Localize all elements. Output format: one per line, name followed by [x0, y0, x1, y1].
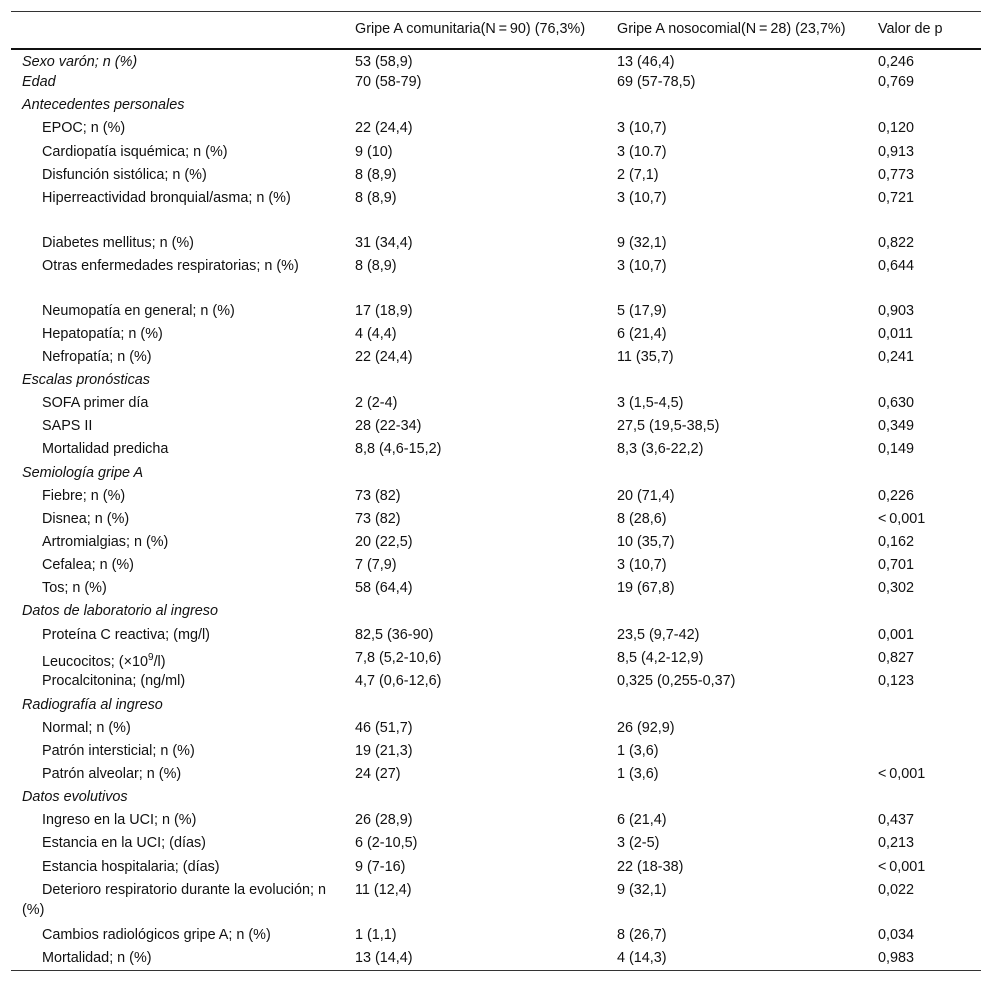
- row-label: Otras enfermedades respiratorias; n (%): [42, 257, 299, 274]
- section-label: Datos de laboratorio al ingreso: [22, 603, 218, 620]
- community-value: 53 (58,9): [355, 54, 413, 70]
- community-value: 6 (2-10,5): [355, 835, 418, 852]
- p-value: 0,302: [878, 580, 915, 597]
- p-value: 0,630: [878, 395, 915, 412]
- nosocomial-value: 3 (10.7): [617, 143, 667, 160]
- row-label-tail: /l): [153, 653, 166, 670]
- table-row: [11, 578, 981, 601]
- p-value: 0,349: [878, 418, 915, 435]
- nosocomial-value: 13 (46,4): [617, 54, 675, 70]
- table-row: [11, 165, 981, 188]
- p-value: [866, 463, 981, 486]
- nosocomial-value: 8 (26,7): [617, 926, 667, 943]
- community-value: 7 (7,9): [355, 557, 397, 574]
- nosocomial-value: 3 (10,7): [617, 189, 667, 206]
- table-row: [11, 393, 981, 416]
- table-row: [11, 439, 981, 462]
- table-row: [11, 416, 981, 439]
- row-label: Normal; n (%): [42, 719, 131, 736]
- table-row: [11, 142, 981, 165]
- community-value: 1 (1,1): [355, 926, 397, 943]
- row-label: Procalcitonina; (ng/ml): [42, 673, 186, 690]
- nosocomial-value: 2 (7,1): [617, 166, 659, 183]
- nosocomial-value: 10 (35,7): [617, 533, 675, 550]
- p-value: 0,022: [878, 881, 915, 898]
- p-value: 0,822: [878, 234, 915, 251]
- row-label: Estancia hospitalaria; (días): [42, 858, 220, 875]
- section-row: [11, 95, 981, 118]
- row-label: Disnea; n (%): [42, 510, 130, 527]
- nosocomial-value: [605, 370, 866, 393]
- p-value: 0,011: [878, 325, 913, 342]
- table-row: [11, 486, 981, 509]
- community-value: 46 (51,7): [355, 719, 413, 736]
- p-value: 0,437: [878, 812, 915, 829]
- p-value: 0,983: [878, 949, 915, 966]
- table-header: [11, 12, 981, 50]
- nosocomial-value: [605, 95, 866, 118]
- row-label: Proteína C reactiva; (mg/l): [42, 626, 210, 643]
- row-label: Artromialgias; n (%): [42, 533, 169, 550]
- table-row: [11, 509, 981, 532]
- p-value: [866, 601, 981, 624]
- row-label-text: Leucocitos; (×10: [42, 653, 148, 670]
- community-value: 73 (82): [355, 487, 401, 504]
- row-label: SAPS II: [42, 418, 93, 435]
- community-value: 2 (2-4): [355, 395, 398, 412]
- row-label: Disfunción sistólica; n (%): [42, 166, 207, 183]
- section-row: [11, 601, 981, 624]
- nosocomial-value: 3 (1,5-4,5): [617, 395, 684, 412]
- nosocomial-value: 20 (71,4): [617, 487, 675, 504]
- p-value: 0,246: [878, 54, 915, 70]
- table-row: [11, 764, 981, 787]
- nosocomial-value: 3 (10,7): [617, 120, 667, 137]
- row-label: Sexo varón; n (%): [22, 54, 138, 70]
- community-value: 22 (24,4): [355, 348, 413, 365]
- nosocomial-value: 9 (32,1): [617, 881, 667, 898]
- community-value: 73 (82): [355, 510, 401, 527]
- p-value: [866, 370, 981, 393]
- community-value: 13 (14,4): [355, 949, 413, 966]
- table-row: [11, 49, 981, 72]
- table-row: [11, 532, 981, 555]
- table-row: [11, 671, 981, 694]
- p-value: [866, 787, 981, 810]
- nosocomial-value: 3 (10,7): [617, 257, 667, 274]
- p-value: [866, 695, 981, 718]
- row-label: EPOC; n (%): [42, 120, 126, 137]
- table-row: [11, 718, 981, 741]
- row-label: Mortalidad; n (%): [42, 949, 152, 966]
- table-row: [11, 833, 981, 856]
- row-label: Diabetes mellitus; n (%): [42, 234, 194, 251]
- table-row: [11, 625, 981, 648]
- row-label: Edad: [22, 74, 56, 91]
- table-row: [11, 188, 981, 233]
- p-value: 0,903: [878, 302, 915, 319]
- nosocomial-value: 9 (32,1): [617, 234, 667, 251]
- nosocomial-value: 8,3 (3,6-22,2): [617, 441, 704, 458]
- p-value: 0,721: [878, 189, 915, 206]
- table-row: [11, 925, 981, 948]
- community-value: 82,5 (36-90): [355, 626, 434, 643]
- nosocomial-value: 4 (14,3): [617, 949, 667, 966]
- p-value: [866, 741, 981, 764]
- nosocomial-value: 6 (21,4): [617, 812, 667, 829]
- row-label: Nefropatía; n (%): [42, 348, 152, 365]
- table-row: [11, 347, 981, 370]
- row-label: SOFA primer día: [42, 395, 149, 412]
- header-nosocomial: Gripe A nosocomial(N = 28) (23,7%): [617, 21, 846, 37]
- row-label: Ingreso en la UCI; n (%): [42, 812, 197, 829]
- section-row: [11, 695, 981, 718]
- row-label: Tos; n (%): [42, 580, 107, 597]
- community-value: 26 (28,9): [355, 812, 413, 829]
- nosocomial-value: 11 (35,7): [617, 348, 674, 365]
- community-value: 8 (8,9): [355, 257, 397, 274]
- p-value: 0,226: [878, 487, 915, 504]
- row-label: Cambios radiológicos gripe A; n (%): [42, 926, 271, 943]
- row-label: Hiperreactividad bronquial/asma; n (%): [42, 189, 291, 206]
- nosocomial-value: 8,5 (4,2-12,9): [617, 649, 704, 666]
- p-value: 0,123: [878, 673, 915, 690]
- row-label: Deterioro respiratorio durante la evolución; n (%): [22, 881, 326, 918]
- nosocomial-value: 26 (92,9): [617, 719, 675, 736]
- p-value: 0,241: [878, 348, 915, 365]
- community-value: 4 (4,4): [355, 325, 397, 342]
- table-row: [11, 118, 981, 141]
- community-value: [343, 695, 605, 718]
- nosocomial-value: [605, 787, 866, 810]
- community-value: 11 (12,4): [355, 881, 412, 898]
- community-value: 19 (21,3): [355, 742, 413, 759]
- community-value: [343, 787, 605, 810]
- section-row: [11, 787, 981, 810]
- nosocomial-value: 3 (10,7): [617, 557, 667, 574]
- comparison-table-container: [11, 11, 981, 971]
- nosocomial-value: 22 (18-38): [617, 858, 684, 875]
- nosocomial-value: [605, 695, 866, 718]
- row-label: Patrón alveolar; n (%): [42, 766, 182, 783]
- nosocomial-value: 1 (3,6): [617, 766, 659, 783]
- nosocomial-value: 3 (2-5): [617, 835, 660, 852]
- community-value: [343, 370, 605, 393]
- table-row: [11, 324, 981, 347]
- community-value: 28 (22-34): [355, 418, 422, 435]
- p-value: 0,827: [878, 649, 915, 666]
- section-row: [11, 370, 981, 393]
- row-label: Mortalidad predicha: [42, 441, 169, 458]
- section-row: [11, 463, 981, 486]
- table-row: [11, 741, 981, 764]
- row-label: Cardiopatía isquémica; n (%): [42, 143, 228, 160]
- table-row: [11, 948, 981, 971]
- nosocomial-value: 5 (17,9): [617, 302, 667, 319]
- row-label-superscript: 9: [148, 651, 154, 663]
- nosocomial-value: [605, 601, 866, 624]
- header-row: [11, 12, 981, 50]
- p-value: 0,034: [878, 926, 915, 943]
- table-row: [11, 857, 981, 880]
- p-value: < 0,001: [878, 510, 926, 527]
- nosocomial-value: 69 (57-78,5): [617, 74, 696, 91]
- row-label: Hepatopatía; n (%): [42, 325, 163, 342]
- community-value: 4,7 (0,6-12,6): [355, 673, 442, 690]
- community-value: 17 (18,9): [355, 302, 413, 319]
- p-value: 0,769: [878, 74, 915, 91]
- p-value: 0,149: [878, 441, 915, 458]
- community-value: 22 (24,4): [355, 120, 413, 137]
- community-value: 8 (8,9): [355, 189, 397, 206]
- table-row: [11, 648, 981, 672]
- p-value: 0,701: [878, 557, 915, 574]
- p-value: 0,213: [878, 835, 915, 852]
- community-value: 20 (22,5): [355, 533, 413, 550]
- p-value: 0,162: [878, 533, 915, 550]
- row-label: Fiebre; n (%): [42, 487, 126, 504]
- header-p-value: Valor de p: [878, 21, 943, 37]
- community-value: 8,8 (4,6-15,2): [355, 441, 442, 458]
- community-value: [343, 463, 605, 486]
- section-label: Antecedentes personales: [22, 97, 185, 114]
- section-label: Radiografía al ingreso: [22, 696, 163, 713]
- community-value: 31 (34,4): [355, 234, 413, 251]
- row-label: [11, 648, 343, 672]
- table-row: [11, 810, 981, 833]
- nosocomial-value: 19 (67,8): [617, 580, 675, 597]
- p-value: 0,120: [878, 120, 915, 137]
- section-label: Escalas pronósticas: [22, 372, 150, 388]
- nosocomial-value: 8 (28,6): [617, 510, 667, 527]
- section-label: Semiología gripe A: [22, 464, 144, 481]
- p-value: 0,644: [878, 257, 915, 274]
- community-value: [343, 95, 605, 118]
- p-value: 0,001: [878, 626, 915, 643]
- nosocomial-value: 0,325 (0,255-0,37): [617, 673, 736, 690]
- community-value: [343, 601, 605, 624]
- table-row: [11, 256, 981, 301]
- comparison-table: [11, 11, 981, 971]
- row-label: Cefalea; n (%): [42, 557, 134, 574]
- p-value: < 0,001: [878, 858, 926, 875]
- table-row: [11, 555, 981, 578]
- p-value: [866, 95, 981, 118]
- community-value: 58 (64,4): [355, 580, 413, 597]
- community-value: 70 (58-79): [355, 74, 422, 91]
- community-value: 8 (8,9): [355, 166, 397, 183]
- row-label: Neumopatía en general; n (%): [42, 302, 235, 319]
- table-row: [11, 233, 981, 256]
- p-value: 0,773: [878, 166, 915, 183]
- table-row: [11, 301, 981, 324]
- nosocomial-value: 1 (3,6): [617, 742, 659, 759]
- header-variable: [11, 12, 343, 50]
- nosocomial-value: [605, 463, 866, 486]
- nosocomial-value: 27,5 (19,5-38,5): [617, 418, 720, 435]
- community-value: 24 (27): [355, 766, 401, 783]
- table-row: [11, 72, 981, 95]
- p-value: 0,913: [878, 143, 915, 160]
- table-body: [11, 49, 981, 971]
- p-value: < 0,001: [878, 766, 926, 783]
- community-value: 9 (10): [355, 143, 393, 160]
- nosocomial-value: 6 (21,4): [617, 325, 667, 342]
- community-value: 7,8 (5,2-10,6): [355, 649, 442, 666]
- row-label: Patrón intersticial; n (%): [42, 742, 195, 759]
- p-value: [866, 718, 981, 741]
- table-row: [11, 880, 981, 925]
- header-community: Gripe A comunitaria(N = 90) (76,3%): [355, 21, 586, 37]
- nosocomial-value: 23,5 (9,7-42): [617, 626, 700, 643]
- row-label: Estancia en la UCI; (días): [42, 835, 206, 852]
- section-label: Datos evolutivos: [22, 789, 128, 806]
- community-value: 9 (7-16): [355, 858, 406, 875]
